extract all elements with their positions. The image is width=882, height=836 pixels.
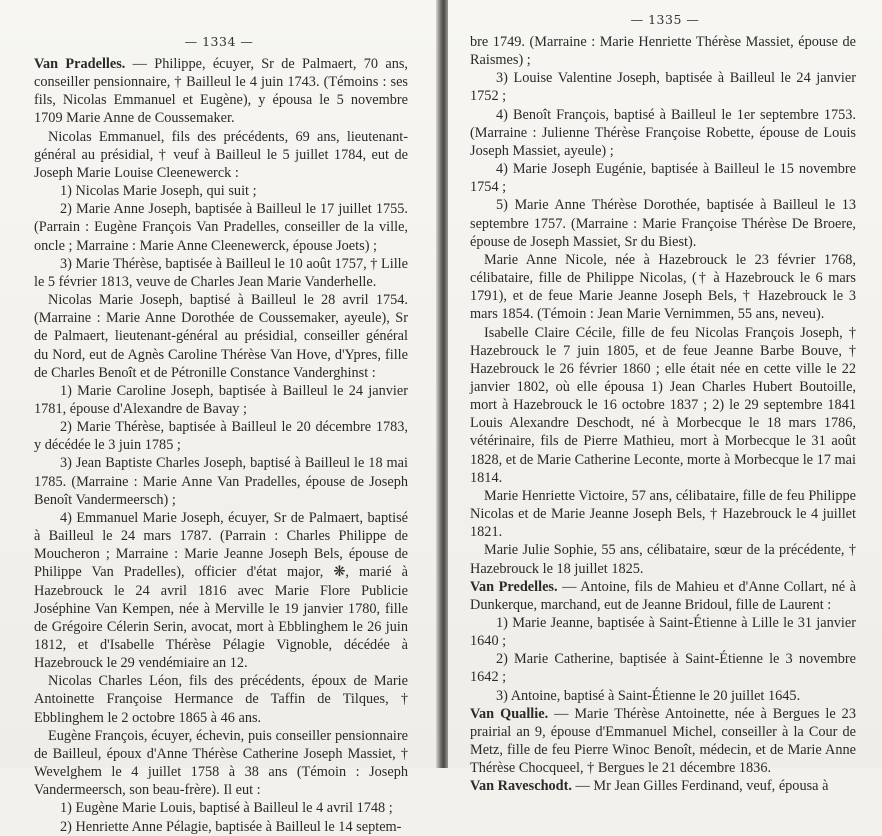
paragraph: Marie Anne Nicole, née à Hazebrouck le 23 février 1768, célibataire, fille de Philippe Nicolas, († à Hazebrouck le 6 mars 1791), et de feue Marie Jeanne Joseph Bels, † Hazebrouck le 3 mars 1854. (Témoin : Jean Marie Vernimmen, 55 ans, neveu).: [470, 251, 856, 323]
list-item: 2) Marie Thérèse, baptisée à Bailleul le 20 décembre 1783, y décédée le 3 juin 1785 ;: [34, 419, 408, 454]
list-item: 1) Eugène Marie Louis, baptisé à Bailleul le 4 avril 1748 ;: [60, 800, 393, 817]
page-number-right: — 1335 —: [630, 12, 700, 27]
paragraph: Nicolas Marie Joseph, baptisé à Bailleul le 28 avril 1754. (Marraine : Marie Anne Dorothée de Coussemaker, ayeule), Sr de Palmaert, lieutenant-général au présidial, conseiller général du Nord, eut de Agnès Caroline Thérèse Van Hove, d'Ypres, fille de Charles Benoît et de Pétronille Constance Vanderghinst :: [34, 292, 408, 381]
list-item: 4) Benoît François, baptisé à Bailleul le 1er septembre 1753. (Marraine : Julienne Thérèse Françoise Robette, épouse de Louis Joseph Massiet, ayeule) ;: [470, 106, 856, 159]
list-item: 1) Nicolas Marie Joseph, qui suit ;: [60, 183, 257, 200]
paragraph: Van Pradelles. — Philippe, écuyer, Sr de Palmaert, 70 ans, conseiller pensionnaire, † Bailleul le 4 juin 1743. (Témoins : ses fils, Nicolas Emmanuel et Eugène), y épousa le 5 novembre 1709 Marie Anne de Coussemaker.: [34, 56, 408, 127]
entry-heading: Van Quallie.: [470, 705, 549, 722]
paragraph: Marie Henriette Victoire, 57 ans, célibataire, fille de feu Philippe Nicolas et de Marie Jeanne Joseph Bels, † Hazebrouck le 4 juillet 1821.: [470, 487, 856, 541]
entry-heading: Van Pradelles.: [34, 56, 126, 72]
paragraph: Isabelle Claire Cécile, fille de feu Nicolas François Joseph, † Hazebrouck le 7 juin 1805, et de feue Jeanne Barbe Bouve, † Hazebrouck le 26 février 1860 ; elle était née en cette ville le 22 janvier 1802, où elle épousa 1) Jean Charles Hubert Boutoille, mort à Hazebrouck le 16 octobre 1837 ; 2) le 29 septembre 1841 Louis Alexandre Deschodt, né à Morbecque le 18 mars 1786, vétérinaire, fils de Pierre Mathieu, mort à Morbecque le 31 août 1828, et de Marie Catherine Leconte, morte à Morbecque le 17 mai 1814.: [470, 324, 856, 486]
list-item: 2) Henriette Anne Pélagie, baptisée à Bailleul le 14 septem-: [60, 818, 402, 835]
right-page-text: [448, 33, 882, 796]
paragraph: Eugène François, écuyer, échevin, puis conseiller pensionnaire de Bailleul, époux d'Anne Thérèse Catherine Joseph Massiet, † Wevelghem le 4 juillet 1758 à 38 ans (Témoin : Joseph Vandermeersch, son beau-frère). Il eut :: [34, 727, 408, 799]
left-page-text: [0, 55, 438, 836]
list-item: 1) Marie Jeanne, baptisée à Saint-Étienne à Lille le 31 janvier 1640 ;: [470, 615, 856, 650]
list-item: 3) Marie Thérèse, baptisée à Bailleul le 10 août 1757, † Lille le 5 février 1813, veuve de Charles Jean Marie Vanderhelle.: [34, 255, 408, 290]
left-page: [0, 0, 438, 835]
paragraph: Van Predelles. — Antoine, fils de Mahieu et d'Anne Collart, né à Dunkerque, marchand, eut de Jeanne Bridoul, fille de Laurent :: [470, 578, 857, 613]
list-item: 3) Jean Baptiste Charles Joseph, baptisé à Bailleul le 18 mai 1785. (Marraine : Marie Anne Van Pradelles, épouse de Joseph Benoît Vandermeersch) ;: [34, 455, 408, 508]
right-page: [448, 0, 882, 795]
list-item: 4) Marie Joseph Eugénie, baptisée à Bailleul le 15 novembre 1754 ;: [470, 161, 856, 196]
list-item: 5) Marie Anne Thérèse Dorothée, baptisée à Bailleul le 13 septembre 1757. (Marraine : Marie Françoise Thérèse De Broere, épouse de Joseph Massiet, Sr du Biest).: [470, 197, 856, 250]
list-item: 2) Marie Anne Joseph, baptisée à Bailleul le 17 juillet 1755. (Parrain : Eugène François Van Pradelles, conseiller de la ville, oncle ; Marraine : Marie Anne Cleenewerck, épouse Joets) ;: [34, 201, 408, 254]
paragraph: Marie Julie Sophie, 55 ans, célibataire, sœur de la précédente, † Hazebrouck le 18 juillet 1825.: [470, 542, 856, 577]
entry-heading: Van Predelles.: [470, 578, 558, 595]
paragraph: bre 1749. (Marraine : Marie Henriette Thérèse Massiet, épouse de Raismes) ;: [470, 34, 856, 69]
list-item: 3) Antoine, baptisé à Saint-Étienne le 20 juillet 1645.: [496, 687, 801, 704]
list-item: 1) Marie Caroline Joseph, baptisée à Bailleul le 24 janvier 1781, épouse d'Alexandre de Bavay ;: [34, 382, 408, 417]
list-item: 4) Emmanuel Marie Joseph, écuyer, Sr de Palmaert, baptisé à Bailleul le 24 mars 1787. (Parrain : Charles Philippe de Moucheron ; Marraine : Marie Jeanne Joseph Bels, épouse de Philippe Van Pradelles), officier d'état major, ❋, marié à Hazebrouck le 24 avril 1816 avec Marie Flore Publicie Joséphine Van Kempen, née à Merville le 19 janvier 1780, fille de Grégoire Célerin Serin, avocat, mort à Ebblinghem le 26 juin 1812, et d'Isabelle Thérèse Pélagie Vignoble, décédée à Hazebrouck le 29 vendémiaire an 12.: [34, 509, 408, 672]
entry-heading: Van Raveschodt.: [470, 778, 572, 795]
list-item: 2) Marie Catherine, baptisée à Saint-Étienne le 3 novembre 1642 ;: [470, 651, 856, 686]
paragraph: Van Quallie. — Marie Thérèse Antoinette, née à Bergues le 23 prairial an 9, épouse d'Emmanuel Michel, conseiller à la Cour de Metz, fille de feu Pierre Winoc Benoît, médecin, et de Marie Anne Thérèse Chocqueel, † Bergues le 21 décembre 1836.: [470, 705, 856, 777]
paragraph: Van Raveschodt. — Mr Jean Gilles Ferdinand, veuf, épousa à: [470, 778, 829, 795]
paragraph: Nicolas Emmanuel, fils des précédents, 69 ans, lieutenant-général au présidial, † veuf à Bailleul le 5 juillet 1784, eut de Joseph Marie Louise Cleenewerck :: [34, 128, 408, 181]
page-number-left: — 1334 —: [184, 34, 254, 49]
list-item: 3) Louise Valentine Joseph, baptisée à Bailleul le 24 janvier 1752 ;: [470, 70, 856, 105]
paragraph: Nicolas Charles Léon, fils des précédents, époux de Marie Antoinette Françoise Hermance de Taffin de Tilques, † Ebblinghem le 2 octobre 1865 à 46 ans.: [34, 673, 408, 726]
